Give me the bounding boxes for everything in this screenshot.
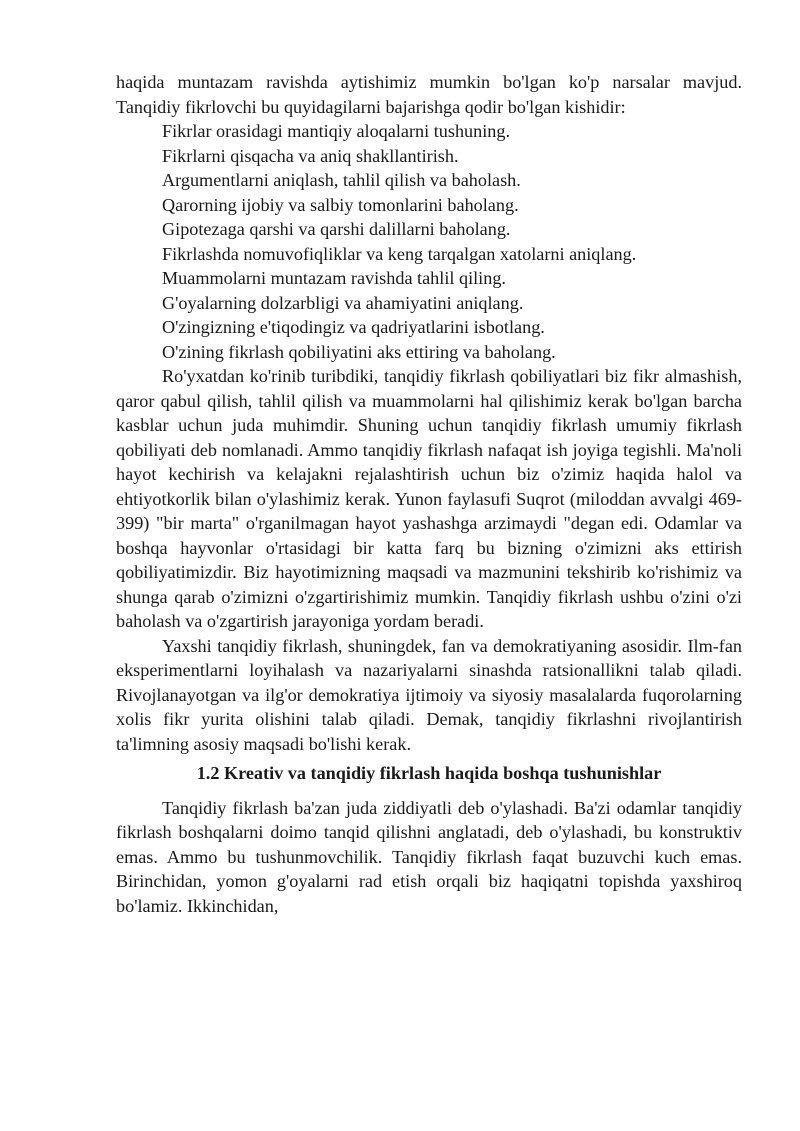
- list-item: Muammolarni muntazam ravishda tahlil qiling.: [162, 268, 506, 288]
- list-item: O'zingizning e'tiqodingiz va qadriyatlarini isbotlang.: [162, 317, 545, 337]
- list-item: Fikrlashda nomuvofiqliklar va keng tarqalgan xatolarni aniqlang.: [162, 243, 637, 264]
- list-item: Fikrlar orasidagi mantiqiy aloqalarni tushuning.: [162, 121, 511, 141]
- section-heading: 1.2 Kreativ va tanqidiy fikrlash haqida boshqa tushunishlar: [196, 763, 662, 783]
- body-paragraph-1: Ro'yxatdan ko'rinib turibdiki, tanqidiy fikrlash qobiliyatlari biz fikr almashish, qaror qabul qilish, tahlil qilish va muammolarni hal qilishimiz kerak bo'lgan barcha kasblar uchun juda muhimdir. Shuning uchun tanqidiy fikrlash umumiy fikrlash qobiliyati deb nomlanadi. Ammo tanqidiy fikrlash nafaqat ish joyiga tegishli. Ma'noli hayot kechirish va kelajakni rejalashtirish uchun biz o'zimiz haqida halol va ehtiyotkorlik bilan o'ylashimiz kerak. Yunon faylasufi Suqrot (miloddan avvalgi 469-399) "bir marta" o'rganilmagan hayot yashashga arzimaydi "degan edi. Odamlar va boshqa hayvonlar o'rtasidagi bir katta farq bu bizning o'zimizni aks ettirish qobiliyatimizdir. Biz hayotimizning maqsadi va mazmunini tekshirib ko'rishimiz va shunga qarab o'zimizni o'zgartirishimiz mumkin. Tanqidiy fikrlash ushbu o'zini o'zi baholash va o'zgartirish jarayoniga yordam beradi.: [116, 366, 742, 631]
- list-item: Argumentlarni aniqlash, tahlil qilish va baholash.: [162, 170, 521, 190]
- body-paragraph-2: Yaxshi tanqidiy fikrlash, shuningdek, fan va demokratiyaning asosidir. Ilm-fan eksperimentlarni loyihalash va nazariyalarni sinashda ratsionallikni talab qiladi. Rivojlanayotgan va ilg'or demokratiya ijtimoiy va siyosiy masalalarda fuqorolarning xolis fikr yurita olishini talab qiladi. Demak, tanqidiy fikrlashni rivojlantirish ta'limning asosiy maqsadi bo'lishi kerak.: [116, 635, 742, 754]
- skills-list: [116, 119, 742, 364]
- list-item: Gipotezaga qarshi va qarshi dalillarni baholang.: [162, 219, 511, 239]
- list-item: Qarorning ijobiy va salbiy tomonlarini baholang.: [162, 194, 519, 215]
- body-paragraph-3: Tanqidiy fikrlash ba'zan juda ziddiyatli deb o'ylashadi. Ba'zi odamlar tanqidiy fikrlash boshqalarni doimo tanqid qilishni anglatadi, deb o'ylashadi, bu konstruktiv emas. Ammo bu tushunmovchilik. Tanqidiy fikrlash faqat buzuvchi kuch emas. Birinchidan, yomon g'oyalarni rad etish orqali biz haqiqatni topishda yaxshiroq bo'lamiz. Ikkinchidan,: [116, 797, 742, 916]
- intro-paragraph: haqida muntazam ravishda aytishimiz mumkin bo'lgan ko'p narsalar mavjud. Tanqidiy fikrlovchi bu quyidagilarni bajarishga qodir bo'lgan kishidir:: [116, 72, 742, 117]
- list-item: Fikrlarni qisqacha va aniq shakllantirish.: [162, 145, 459, 166]
- document-page: [116, 70, 742, 918]
- list-item: O'zining fikrlash qobiliyatini aks ettiring va baholang.: [162, 341, 556, 362]
- list-item: G'oyalarning dolzarbligi va ahamiyatini aniqlang.: [162, 292, 524, 313]
